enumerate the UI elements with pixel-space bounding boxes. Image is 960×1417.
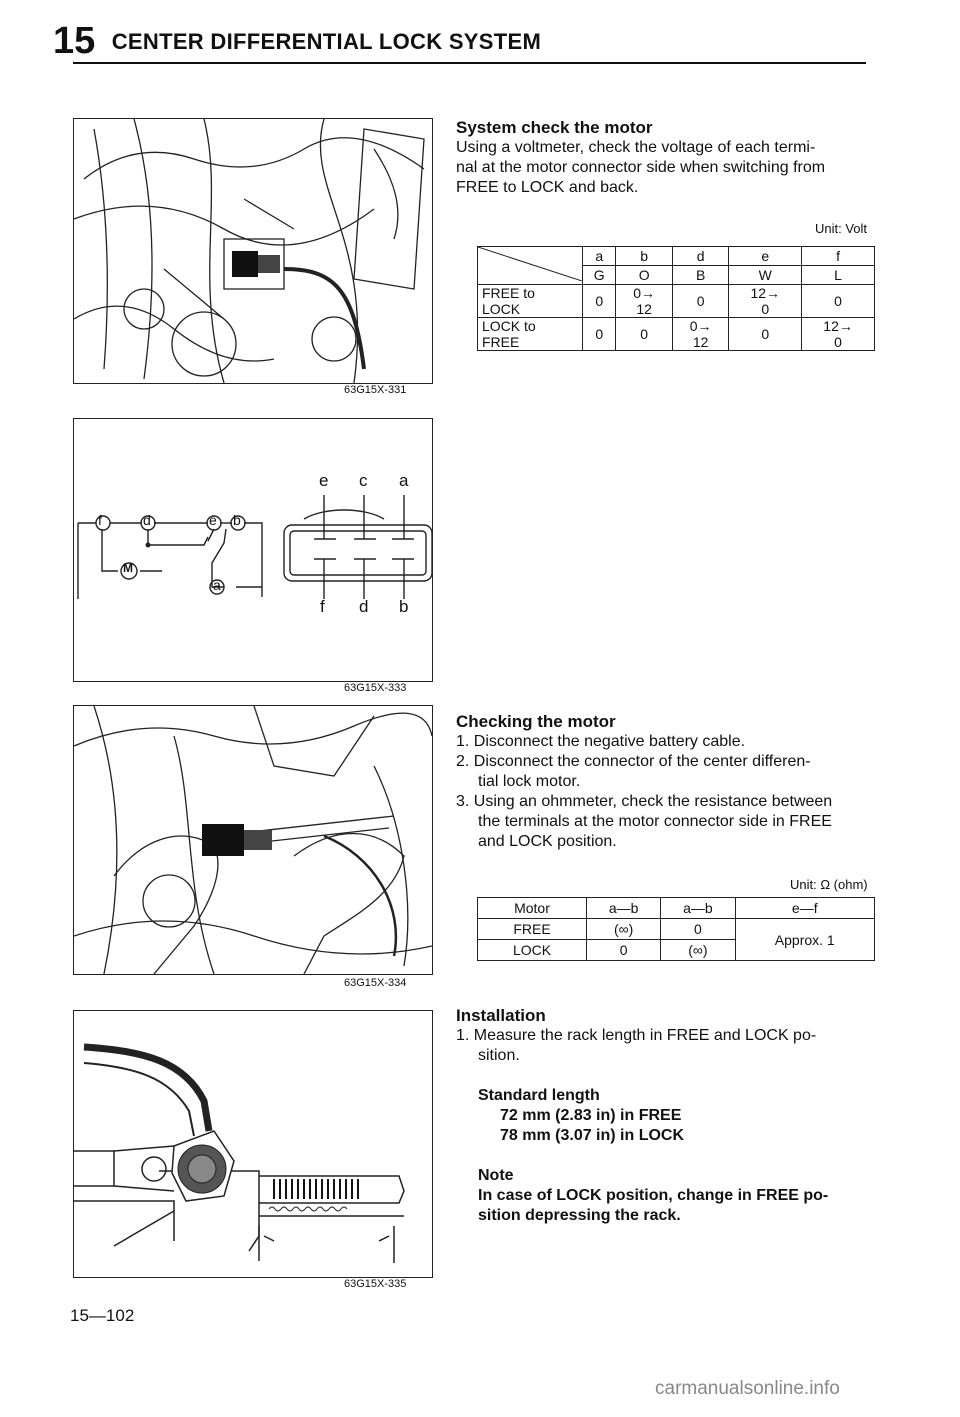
terminal-header: d (672, 247, 728, 266)
table-cell: 0 (583, 318, 616, 351)
wire-color: G (583, 266, 616, 285)
cell-line: 0 (761, 301, 770, 317)
page-header (53, 20, 873, 63)
row-label-line: FREE to (482, 285, 535, 301)
table-cell (802, 318, 875, 351)
table-corner-cell (478, 247, 583, 285)
pin-label-a: a (399, 471, 409, 490)
table-cell: 0 (661, 919, 735, 940)
row-label-line: LOCK to (482, 318, 536, 334)
circuit-label-e: e (209, 512, 217, 528)
wire-color: O (616, 266, 672, 285)
figure-code: 63G15X-331 (344, 384, 407, 396)
standard-length-value: 78 mm (3.07 in) in LOCK (500, 1127, 685, 1144)
wiring-diagram (74, 419, 432, 681)
table-cell: 0 (802, 285, 875, 318)
cell-line: 12 (692, 334, 709, 350)
cell-line: 12→ (823, 318, 853, 334)
checking-motor-heading: Checking the motor (456, 712, 616, 731)
cell-line: 0→ (689, 318, 712, 334)
diagonal-divider (478, 247, 582, 281)
figure-motor-connector-engine (73, 118, 433, 384)
rack-illustration (74, 1011, 432, 1277)
row-label-line: FREE (482, 334, 520, 350)
system-check-heading: System check the motor (456, 118, 653, 137)
note-line: sition depressing the rack. (478, 1207, 681, 1224)
terminal-header: b (616, 247, 672, 266)
system-check-line: Using a voltmeter, check the voltage of each termi- (456, 139, 816, 156)
installation-heading: Installation (456, 1006, 546, 1025)
standard-length-value: 72 mm (2.83 in) in FREE (500, 1107, 682, 1124)
voltage-unit: Unit: Volt (815, 221, 868, 236)
table-cell: LOCK (478, 940, 587, 961)
cell-line: 12→ (750, 285, 781, 301)
table-cell (729, 285, 802, 318)
header-rule (73, 62, 866, 64)
row-label-line: LOCK (482, 301, 521, 317)
motor-symbol-label: M (123, 561, 133, 575)
column-header: e—f (735, 898, 875, 919)
column-header: a—b (661, 898, 735, 919)
section-number: 15 (53, 20, 96, 62)
step-line: 1. Measure the rack length in FREE and LOCK po- (456, 1027, 817, 1044)
row-label (478, 285, 583, 318)
table-cell: 0 (583, 285, 616, 318)
table-cell: (∞) (587, 919, 661, 940)
step-line: and LOCK position. (478, 833, 617, 850)
circuit-label-d: d (143, 512, 151, 528)
terminal-header: f (802, 247, 875, 266)
table-row (478, 285, 875, 318)
pin-label-c: c (359, 471, 368, 490)
table-cell: 0 (672, 285, 728, 318)
figure-ohmmeter-check (73, 705, 433, 975)
terminal-header: e (729, 247, 802, 266)
figure-code: 63G15X-335 (344, 1278, 407, 1290)
circuit-label-f: f (98, 512, 102, 528)
table-cell: 0 (587, 940, 661, 961)
pin-label-d: d (359, 597, 369, 616)
step-line: 1. Disconnect the negative battery cable. (456, 733, 746, 750)
system-check-line: nal at the motor connector side when switching from (456, 159, 826, 176)
figure-rack-length (73, 1010, 433, 1278)
wire-color: B (672, 266, 728, 285)
table-cell: (∞) (661, 940, 735, 961)
pin-label-f: f (320, 597, 325, 616)
step-line: sition. (478, 1047, 520, 1064)
watermark: carmanualsonline.info (655, 1378, 840, 1399)
wire-color: L (802, 266, 875, 285)
step-line: 3. Using an ohmmeter, check the resistance between (456, 793, 833, 810)
system-check-line: FREE to LOCK and back. (456, 179, 639, 196)
terminal-header: a (583, 247, 616, 266)
figure-code: 63G15X-334 (344, 977, 407, 989)
resistance-table (477, 897, 875, 961)
cell-line: 0 (834, 334, 842, 350)
pin-label-e: e (319, 471, 329, 490)
voltage-table (477, 246, 875, 351)
pin-label-b: b (399, 597, 409, 616)
note-label: Note (478, 1167, 514, 1184)
installation-section (456, 1006, 876, 1226)
table-cell: Approx. 1 (735, 919, 875, 961)
table-row (478, 919, 875, 940)
figure-connector-diagram (73, 418, 433, 682)
step-line: the terminals at the motor connector side in FREE (478, 813, 832, 830)
page-number: 15—102 (70, 1306, 135, 1325)
table-row (478, 318, 875, 351)
wire-color: W (729, 266, 802, 285)
circuit-label-b: b (233, 512, 241, 528)
ohmmeter-illustration (74, 706, 432, 974)
checking-motor-section (456, 712, 876, 852)
cell-line: 0→ (633, 285, 656, 301)
table-cell: FREE (478, 919, 587, 940)
step-line: 2. Disconnect the connector of the center differen- (456, 753, 811, 770)
table-cell: 0 (616, 318, 672, 351)
engine-illustration (74, 119, 432, 383)
circuit-label-a: a (213, 577, 221, 593)
note-line: In case of LOCK position, change in FREE po- (478, 1187, 829, 1204)
table-cell: 0 (729, 318, 802, 351)
column-header: a—b (587, 898, 661, 919)
standard-length-label: Standard length (478, 1087, 600, 1104)
cell-line: 12 (636, 301, 652, 317)
column-header: Motor (478, 898, 587, 919)
table-cell (616, 285, 672, 318)
section-title: CENTER DIFFERENTIAL LOCK SYSTEM (111, 28, 542, 54)
table-cell (672, 318, 728, 351)
step-line: tial lock motor. (478, 773, 581, 790)
system-check-section (456, 118, 876, 198)
row-label (478, 318, 583, 351)
figure-code: 63G15X-333 (344, 682, 407, 694)
resistance-unit: Unit: Ω (ohm) (790, 877, 868, 892)
